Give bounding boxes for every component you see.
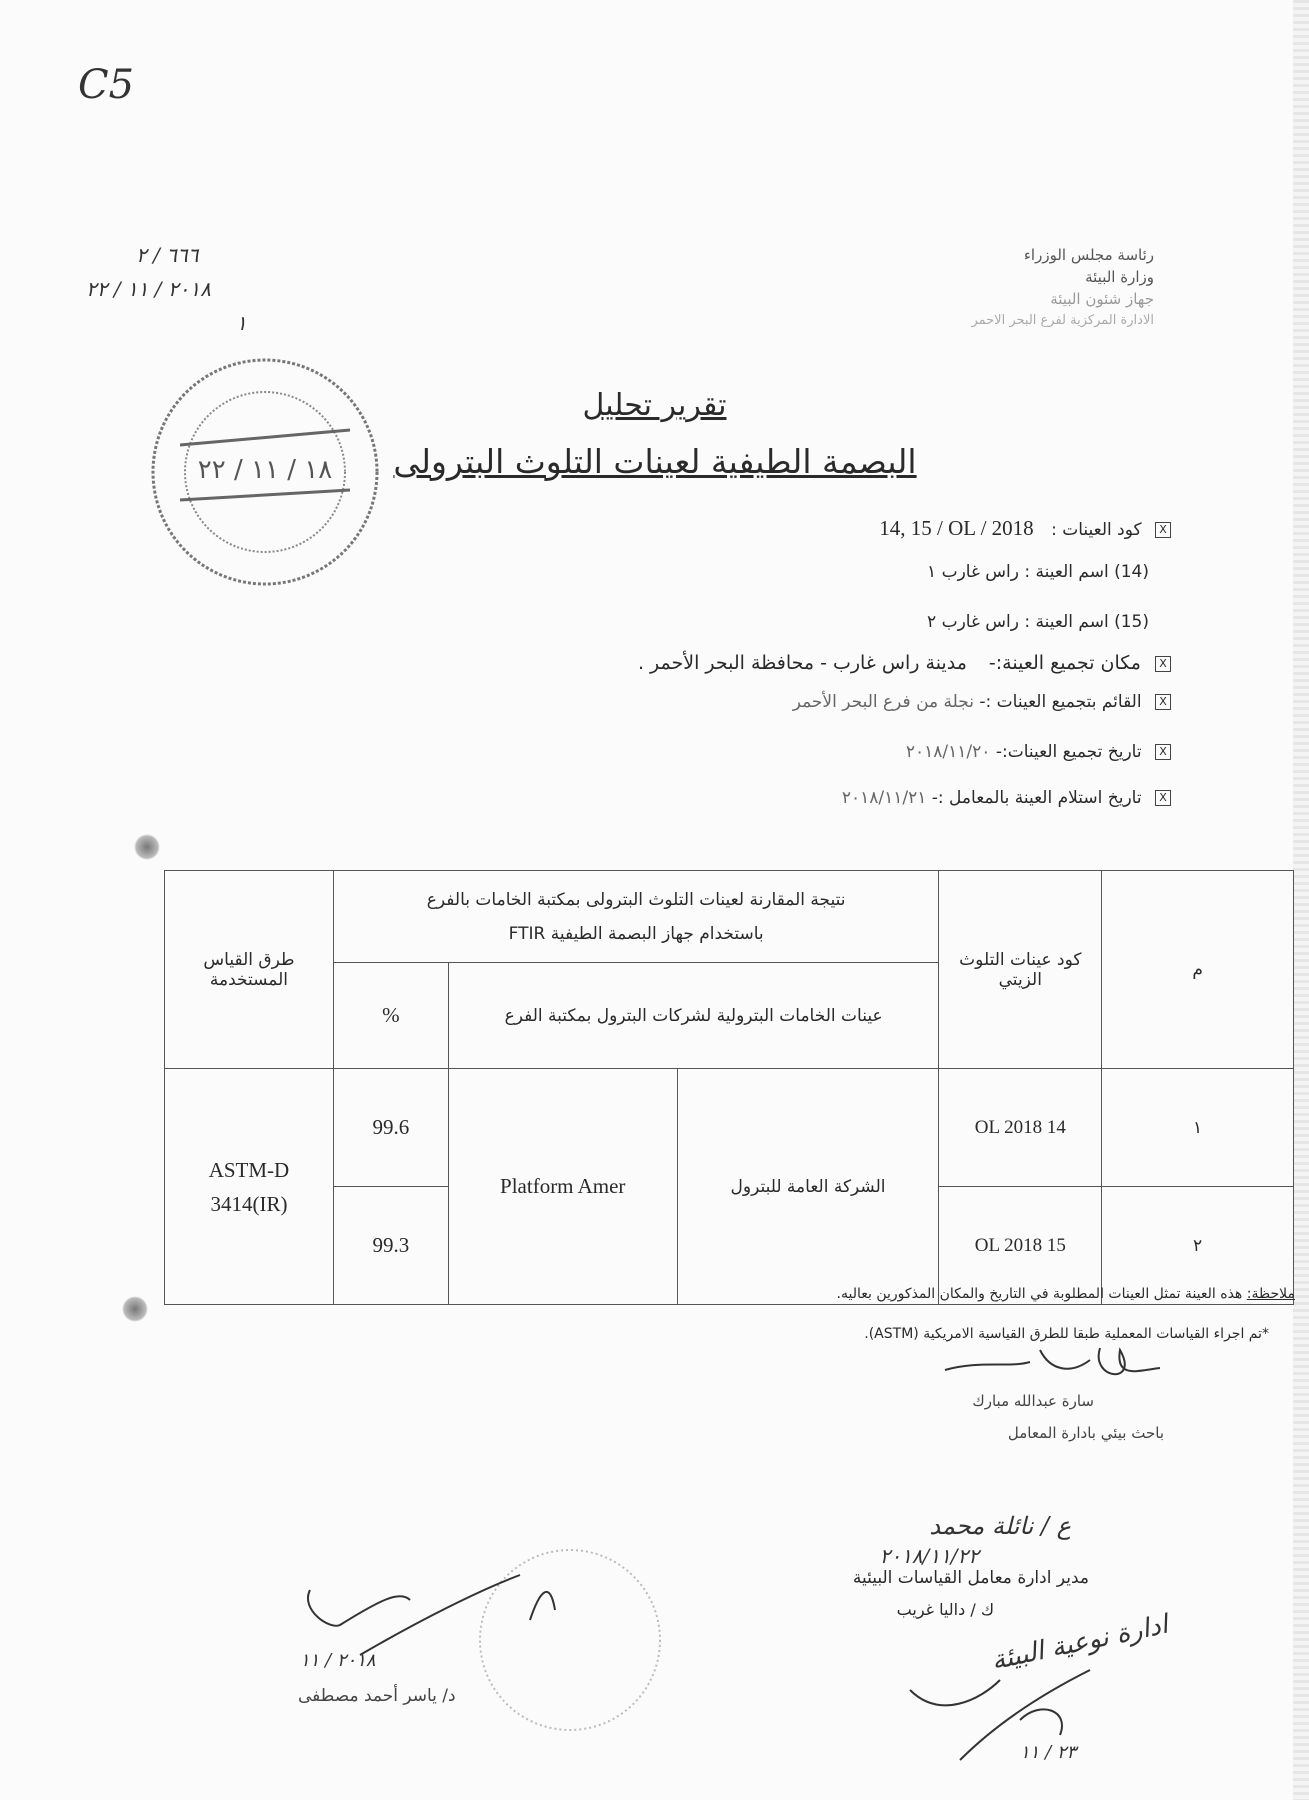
results-table: [164, 870, 1294, 1305]
letterhead-line: الادارة المركزية لفرع البحر الاحمر: [971, 313, 1154, 328]
note-line-1: [837, 1286, 1295, 1302]
researcher-name: سارة عبدالله مبارك: [972, 1392, 1094, 1410]
report-subtitle: البصمة الطيفية لعينات التلوث البترولى: [393, 442, 917, 481]
note-text: هذه العينة تمثل العينات المطلوبة في التاريخ والمكان المذكورين بعاليه.: [836, 1286, 1243, 1302]
checkbox-icon: X: [1155, 790, 1171, 806]
row-code: 14 OL 2018: [939, 1069, 1102, 1187]
field-value: مدينة راس غارب - محافظة البحر الأحمر .: [637, 652, 967, 674]
row-code: 15 OL 2018: [939, 1187, 1102, 1305]
field-label: تاريخ تجميع العينات:-: [995, 742, 1142, 762]
letterhead-line: جهاز شئون البيئة: [1050, 290, 1154, 308]
report-title: تقرير تحليل: [582, 388, 727, 423]
field-collector: [793, 692, 1171, 712]
field-label: مكان تجميع العينة:-: [988, 652, 1141, 674]
ref-number: ٦٦٦ / ٢: [136, 243, 199, 267]
field-sample-14: [927, 562, 1149, 582]
field-receipt-date: [842, 788, 1171, 808]
company-name: الشركة العامة للبترول: [730, 1176, 886, 1197]
punch-hole: [134, 834, 160, 860]
ref-date: ٢٠١٨ / ١١ / ٢٢: [86, 277, 211, 301]
manager-name: ك / داليا غريب: [896, 1600, 994, 1619]
checkbox-icon: X: [1155, 522, 1171, 538]
field-value: 14, 15 / OL / 2018: [879, 516, 1034, 540]
header-code: كود عينات التلوث الزيتي: [939, 871, 1102, 1069]
header-library-samples: عينات الخامات البترولية لشركات البترول بمكتبة الفرع: [448, 963, 939, 1069]
field-location: [638, 652, 1171, 674]
manager-title: مدير ادارة معامل القياسات البيئية: [852, 1568, 1089, 1588]
svg-text:١٨ / ١١ / ٢٢: ١٨ / ١١ / ٢٢: [197, 455, 333, 485]
note-line-2: *تم اجراء القياسات المعملية طبقا للطرق القياسية الامريكية (ASTM).: [864, 1326, 1269, 1342]
field-label: كود العينات :: [1051, 520, 1142, 540]
note-label: ملاحظة:: [1246, 1286, 1295, 1302]
header-comparison-line2: باستخدام جهاز البصمة الطيفية FTIR: [508, 923, 764, 944]
field-value: راس غارب ١: [927, 562, 1019, 582]
row-company: [677, 1069, 939, 1305]
checkbox-icon: X: [1155, 694, 1171, 710]
page-mark: C5: [78, 62, 135, 108]
row-index: ١: [1102, 1069, 1294, 1187]
bottom-right-date: ٢٣ / ١١: [1020, 1742, 1077, 1763]
row-index: ٢: [1102, 1187, 1294, 1305]
header-method: طرق القياس المستخدمة: [165, 871, 334, 1069]
header-comparison-line1: نتيجة المقارنة لعينات التلوث البترولى بمكتبة الخامات بالفرع: [426, 889, 846, 910]
header-percent: %: [333, 963, 448, 1069]
letterhead-line: رئاسة مجلس الوزراء: [1023, 246, 1154, 264]
letterhead-line: وزارة البيئة: [1085, 268, 1154, 286]
field-value: ٢٠١٨/١١/٢٠: [905, 742, 991, 762]
handwritten-reference: [86, 238, 247, 340]
manager-date: ٢٠١٨/١١/٢٢: [879, 1544, 979, 1568]
bottom-right-handwriting: ادارة نوعية البيئة: [988, 1609, 1171, 1677]
director-signature: [300, 1570, 560, 1660]
field-value: راس غارب ٢: [927, 612, 1019, 632]
field-sample-code: [879, 516, 1171, 541]
field-collection-date: [906, 742, 1171, 762]
field-label: (15) اسم العينة :: [1024, 612, 1149, 632]
field-label: القائم بتجميع العينات :-: [979, 692, 1142, 712]
letterhead: [971, 244, 1154, 332]
field-sample-15: [927, 612, 1149, 632]
checkbox-icon: X: [1155, 744, 1171, 760]
field-label: (14) اسم العينة :: [1024, 562, 1149, 582]
director-date: ٢٠١٨ / ١١: [300, 1650, 376, 1671]
row-percent: 99.3: [333, 1187, 448, 1305]
researcher-title: باحث بيئي بادارة المعامل: [1007, 1424, 1164, 1442]
field-value: ٢٠١٨/١١/٢١: [841, 788, 927, 808]
checkbox-icon: X: [1155, 656, 1171, 672]
director-name: د/ ياسر أحمد مصطفى: [298, 1686, 456, 1706]
field-value: نجلة من فرع البحر الأحمر: [792, 692, 974, 712]
header-index: م: [1102, 871, 1294, 1069]
manager-handwriting: ع / نائلة محمد: [929, 1512, 1071, 1540]
row-method: ASTM-D 3414(IR): [165, 1069, 334, 1305]
researcher-signature: [940, 1340, 1170, 1400]
platform-name: Platform Amer: [500, 1174, 626, 1198]
table-row: [165, 1069, 1294, 1187]
header-comparison: [333, 871, 938, 963]
scan-edge: [1293, 0, 1309, 1800]
ref-extra: ١: [236, 311, 247, 335]
field-label: تاريخ استلام العينة بالمعامل :-: [931, 788, 1142, 808]
punch-hole: [122, 1296, 148, 1322]
row-percent: 99.6: [333, 1069, 448, 1187]
row-platform: [448, 1069, 677, 1305]
